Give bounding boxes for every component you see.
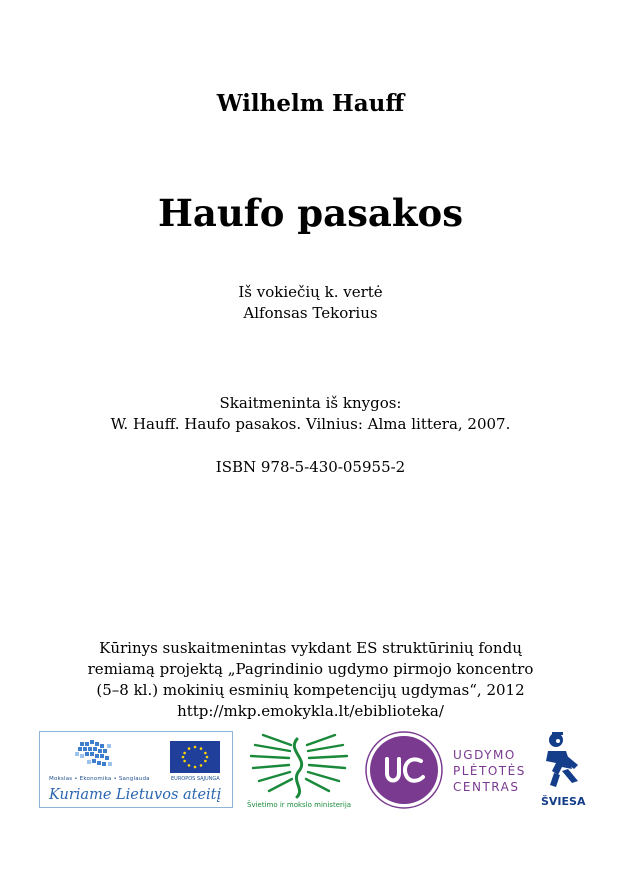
ministry-emblem-icon bbox=[247, 731, 353, 801]
source-line-2: W. Hauff. Haufo pasakos. Vilnius: Alma littera, 2007. bbox=[110, 415, 511, 433]
ministry-label: Švietimo ir mokslo ministerija bbox=[247, 801, 352, 809]
ministry-logo bbox=[247, 731, 353, 801]
logo-slogan: Kuriame Lietuvos ateitį bbox=[49, 787, 222, 803]
logo-motto: Mokslas • Ekonomika • Sanglauda bbox=[49, 776, 150, 782]
project-info bbox=[0, 638, 621, 722]
sviesa-label: ŠVIESA bbox=[541, 795, 586, 808]
upc-name bbox=[453, 747, 526, 795]
source-line-1: Skaitmeninta iš knygos: bbox=[219, 394, 402, 412]
project-line-3: (5–8 kl.) mokinių esminių kompetencijų ugdymas“, 2012 bbox=[96, 681, 525, 699]
author-name: Wilhelm Hauff bbox=[216, 90, 405, 117]
eu-flag-icon bbox=[170, 741, 220, 773]
eu-funds-logo bbox=[39, 731, 233, 808]
upc-line-1: UGDYMO bbox=[453, 748, 516, 762]
sviesa-logo bbox=[538, 731, 584, 793]
isbn: ISBN 978-5-430-05955-2 bbox=[215, 458, 406, 476]
upc-logo bbox=[365, 731, 445, 811]
upc-circle-icon bbox=[365, 731, 445, 811]
sviesa-figure-icon bbox=[538, 731, 584, 793]
project-line-1: Kūrinys suskaitmenintas vykdant ES struktūrinių fondų bbox=[99, 639, 522, 657]
book-title: Haufo pasakos bbox=[157, 191, 464, 235]
translation-line-1: Iš vokiečių k. vertė bbox=[238, 283, 383, 301]
source-info bbox=[0, 393, 621, 435]
translation-credit bbox=[0, 282, 621, 324]
eu-label: EUROPOS SĄJUNGA bbox=[171, 776, 220, 782]
project-url-link[interactable]: http://mkp.emokykla.lt/ebiblioteka/ bbox=[177, 702, 444, 720]
upc-line-3: CENTRAS bbox=[453, 780, 520, 794]
project-line-2: remiamą projektą „Pagrindinio ugdymo pirmojo koncentro bbox=[87, 660, 534, 678]
translator-name: Alfonsas Tekorius bbox=[243, 304, 378, 322]
upc-line-2: PLĖTOTĖS bbox=[453, 764, 526, 778]
